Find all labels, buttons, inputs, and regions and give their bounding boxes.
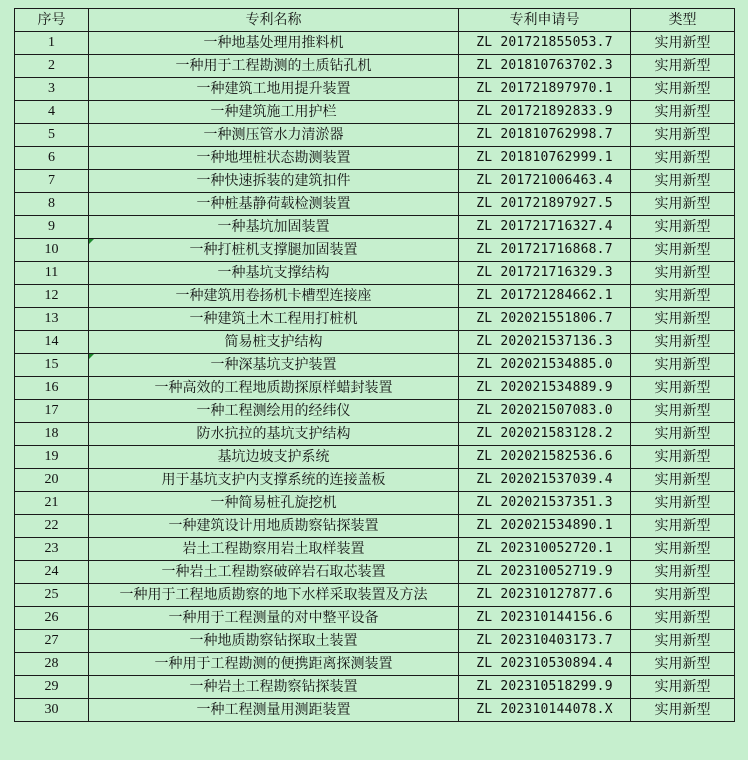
type-cell[interactable]: 实用新型 [631,193,735,216]
table-row [15,147,735,170]
application-number-cell[interactable]: ZL 201721897970.1 [459,78,631,101]
patent-name-cell[interactable]: 一种简易桩孔旋挖机 [89,492,459,515]
application-number-cell[interactable]: ZL 201721716329.3 [459,262,631,285]
cell-indicator-icon [89,354,94,359]
application-number-cell[interactable]: ZL 201810763702.3 [459,55,631,78]
type-cell[interactable]: 实用新型 [631,147,735,170]
table-row [15,377,735,400]
seq-cell[interactable]: 18 [15,423,89,446]
table-row [15,630,735,653]
table-row [15,32,735,55]
application-number-cell[interactable]: ZL 201721716327.4 [459,216,631,239]
type-cell[interactable]: 实用新型 [631,515,735,538]
patent-name-cell[interactable]: 一种高效的工程地质勘探原样蜡封装置 [89,377,459,400]
patent-name-cell[interactable]: 一种用于工程测量的对中整平设备 [89,607,459,630]
application-number-cell[interactable]: ZL 202021582536.6 [459,446,631,469]
table-row [15,561,735,584]
seq-cell[interactable]: 14 [15,331,89,354]
application-number-cell[interactable]: ZL 202021537039.4 [459,469,631,492]
patent-name-cell[interactable] [89,239,459,262]
seq-cell[interactable]: 22 [15,515,89,538]
type-cell[interactable]: 实用新型 [631,607,735,630]
table-row [15,354,735,377]
patent-name-cell[interactable]: 一种建筑施工用护栏 [89,101,459,124]
seq-cell[interactable]: 28 [15,653,89,676]
application-number-cell[interactable]: ZL 202310052720.1 [459,538,631,561]
patent-name-cell[interactable] [89,354,459,377]
cell-indicator-icon [89,239,94,244]
header-type[interactable]: 类型 [631,9,735,32]
application-number-cell[interactable]: ZL 201810762999.1 [459,147,631,170]
patent-name-cell[interactable]: 一种岩土工程勘察钻探装置 [89,676,459,699]
patent-name-text: 一种打桩机支撑腿加固装置 [189,242,358,258]
table-row [15,78,735,101]
patent-name-cell[interactable]: 简易桩支护结构 [89,331,459,354]
application-number-cell[interactable]: ZL 201721897927.5 [459,193,631,216]
patent-name-cell[interactable]: 用于基坑支护内支撑系统的连接盖板 [89,469,459,492]
type-cell[interactable]: 实用新型 [631,262,735,285]
seq-cell[interactable]: 9 [15,216,89,239]
patent-name-cell[interactable]: 一种建筑土木工程用打桩机 [89,308,459,331]
table-row [15,515,735,538]
application-number-cell[interactable]: ZL 202310144078.X [459,699,631,722]
patent-name-cell[interactable]: 一种用于工程勘测的便携距离探测装置 [89,653,459,676]
type-cell[interactable]: 实用新型 [631,469,735,492]
patent-name-cell[interactable]: 一种岩土工程勘察破碎岩石取芯装置 [89,561,459,584]
table-row [15,239,735,262]
table-row [15,193,735,216]
seq-cell[interactable]: 12 [15,285,89,308]
type-cell[interactable]: 实用新型 [631,446,735,469]
seq-cell[interactable]: 10 [15,239,89,262]
type-cell[interactable]: 实用新型 [631,699,735,722]
application-number-cell[interactable]: ZL 202310144156.6 [459,607,631,630]
patent-name-cell[interactable]: 一种建筑用卷扬机卡槽型连接座 [89,285,459,308]
seq-cell[interactable]: 29 [15,676,89,699]
type-cell[interactable]: 实用新型 [631,216,735,239]
table-row [15,331,735,354]
table-row [15,699,735,722]
type-cell[interactable]: 实用新型 [631,55,735,78]
seq-cell[interactable]: 27 [15,630,89,653]
type-cell[interactable]: 实用新型 [631,331,735,354]
table-row [15,446,735,469]
application-number-cell[interactable]: ZL 202310403173.7 [459,630,631,653]
table-row [15,676,735,699]
header-patent-name[interactable]: 专利名称 [89,9,459,32]
table-body [15,32,735,722]
type-cell[interactable]: 实用新型 [631,630,735,653]
seq-cell[interactable]: 11 [15,262,89,285]
type-cell[interactable]: 实用新型 [631,124,735,147]
patent-name-cell[interactable]: 一种建筑工地用提升装置 [89,78,459,101]
patent-name-cell[interactable]: 一种快速拆装的建筑扣件 [89,170,459,193]
table-row [15,400,735,423]
table-row [15,538,735,561]
application-number-cell[interactable]: ZL 201721855053.7 [459,32,631,55]
type-cell[interactable]: 实用新型 [631,561,735,584]
patent-table [14,8,735,722]
seq-cell[interactable]: 30 [15,699,89,722]
type-cell[interactable]: 实用新型 [631,584,735,607]
patent-name-cell[interactable]: 一种地埋桩状态勘测装置 [89,147,459,170]
seq-cell[interactable]: 13 [15,308,89,331]
application-number-cell[interactable]: ZL 202310052719.9 [459,561,631,584]
header-row [15,9,735,32]
patent-name-cell[interactable]: 一种工程测量用测距装置 [89,699,459,722]
seq-cell[interactable]: 19 [15,446,89,469]
patent-name-cell[interactable]: 基坑边坡支护系统 [89,446,459,469]
patent-name-cell[interactable]: 一种桩基静荷载检测装置 [89,193,459,216]
seq-cell[interactable]: 1 [15,32,89,55]
type-cell[interactable]: 实用新型 [631,78,735,101]
header-application-number[interactable]: 专利申请号 [459,9,631,32]
application-number-cell[interactable]: ZL 201721892833.9 [459,101,631,124]
table-row [15,170,735,193]
seq-cell[interactable]: 23 [15,538,89,561]
seq-cell[interactable]: 26 [15,607,89,630]
patent-name-cell[interactable]: 一种基坑加固装置 [89,216,459,239]
header-seq[interactable]: 序号 [15,9,89,32]
application-number-cell[interactable]: ZL 202310518299.9 [459,676,631,699]
seq-cell[interactable]: 17 [15,400,89,423]
seq-cell[interactable]: 8 [15,193,89,216]
seq-cell[interactable]: 24 [15,561,89,584]
type-cell[interactable]: 实用新型 [631,354,735,377]
application-number-cell[interactable]: ZL 202021507083.0 [459,400,631,423]
table-row [15,55,735,78]
seq-cell[interactable]: 15 [15,354,89,377]
table-row [15,308,735,331]
seq-cell[interactable]: 5 [15,124,89,147]
table-row [15,124,735,147]
table-row [15,262,735,285]
patent-name-text: 一种深基坑支护装置 [210,357,337,373]
type-cell[interactable]: 实用新型 [631,492,735,515]
application-number-cell[interactable]: ZL 202021534890.1 [459,515,631,538]
seq-cell[interactable]: 16 [15,377,89,400]
table-row [15,285,735,308]
type-cell[interactable]: 实用新型 [631,239,735,262]
type-cell[interactable]: 实用新型 [631,32,735,55]
application-number-cell[interactable]: ZL 202021551806.7 [459,308,631,331]
patent-name-cell[interactable]: 一种用于工程勘测的土质钻孔机 [89,55,459,78]
patent-name-cell[interactable]: 一种工程测绘用的经纬仪 [89,400,459,423]
table-row [15,584,735,607]
table-row [15,607,735,630]
table-row [15,216,735,239]
application-number-cell[interactable]: ZL 202021583128.2 [459,423,631,446]
application-number-cell[interactable]: ZL 202021534885.0 [459,354,631,377]
seq-cell[interactable]: 6 [15,147,89,170]
application-number-cell[interactable]: ZL 202021537351.3 [459,492,631,515]
seq-cell[interactable]: 7 [15,170,89,193]
table-row [15,423,735,446]
seq-cell[interactable]: 25 [15,584,89,607]
type-cell[interactable]: 实用新型 [631,285,735,308]
application-number-cell[interactable]: ZL 201721284662.1 [459,285,631,308]
seq-cell[interactable]: 2 [15,55,89,78]
type-cell[interactable]: 实用新型 [631,170,735,193]
table-row [15,101,735,124]
application-number-cell[interactable]: ZL 202310530894.4 [459,653,631,676]
type-cell[interactable]: 实用新型 [631,377,735,400]
seq-cell[interactable]: 20 [15,469,89,492]
table-row [15,469,735,492]
application-number-cell[interactable]: ZL 201721716868.7 [459,239,631,262]
table-row [15,492,735,515]
patent-name-cell[interactable]: 一种基坑支撑结构 [89,262,459,285]
type-cell[interactable]: 实用新型 [631,400,735,423]
patent-name-cell[interactable]: 一种地基处理用推料机 [89,32,459,55]
patent-name-cell[interactable]: 一种地质勘察钻探取土装置 [89,630,459,653]
patent-name-cell[interactable]: 一种用于工程地质勘察的地下水样采取装置及方法 [89,584,459,607]
type-cell[interactable]: 实用新型 [631,676,735,699]
type-cell[interactable]: 实用新型 [631,308,735,331]
patent-name-cell[interactable]: 一种建筑设计用地质勘察钻探装置 [89,515,459,538]
seq-cell[interactable]: 21 [15,492,89,515]
application-number-cell[interactable]: ZL 202021537136.3 [459,331,631,354]
table-row [15,653,735,676]
patent-name-cell[interactable]: 一种测压管水力清淤器 [89,124,459,147]
type-cell[interactable]: 实用新型 [631,653,735,676]
application-number-cell[interactable]: ZL 201810762998.7 [459,124,631,147]
seq-cell[interactable]: 4 [15,101,89,124]
application-number-cell[interactable]: ZL 202021534889.9 [459,377,631,400]
type-cell[interactable]: 实用新型 [631,101,735,124]
patent-name-cell[interactable]: 岩土工程勘察用岩土取样装置 [89,538,459,561]
seq-cell[interactable]: 3 [15,78,89,101]
type-cell[interactable]: 实用新型 [631,538,735,561]
type-cell[interactable]: 实用新型 [631,423,735,446]
application-number-cell[interactable]: ZL 201721006463.4 [459,170,631,193]
patent-name-cell[interactable]: 防水抗拉的基坑支护结构 [89,423,459,446]
application-number-cell[interactable]: ZL 202310127877.6 [459,584,631,607]
